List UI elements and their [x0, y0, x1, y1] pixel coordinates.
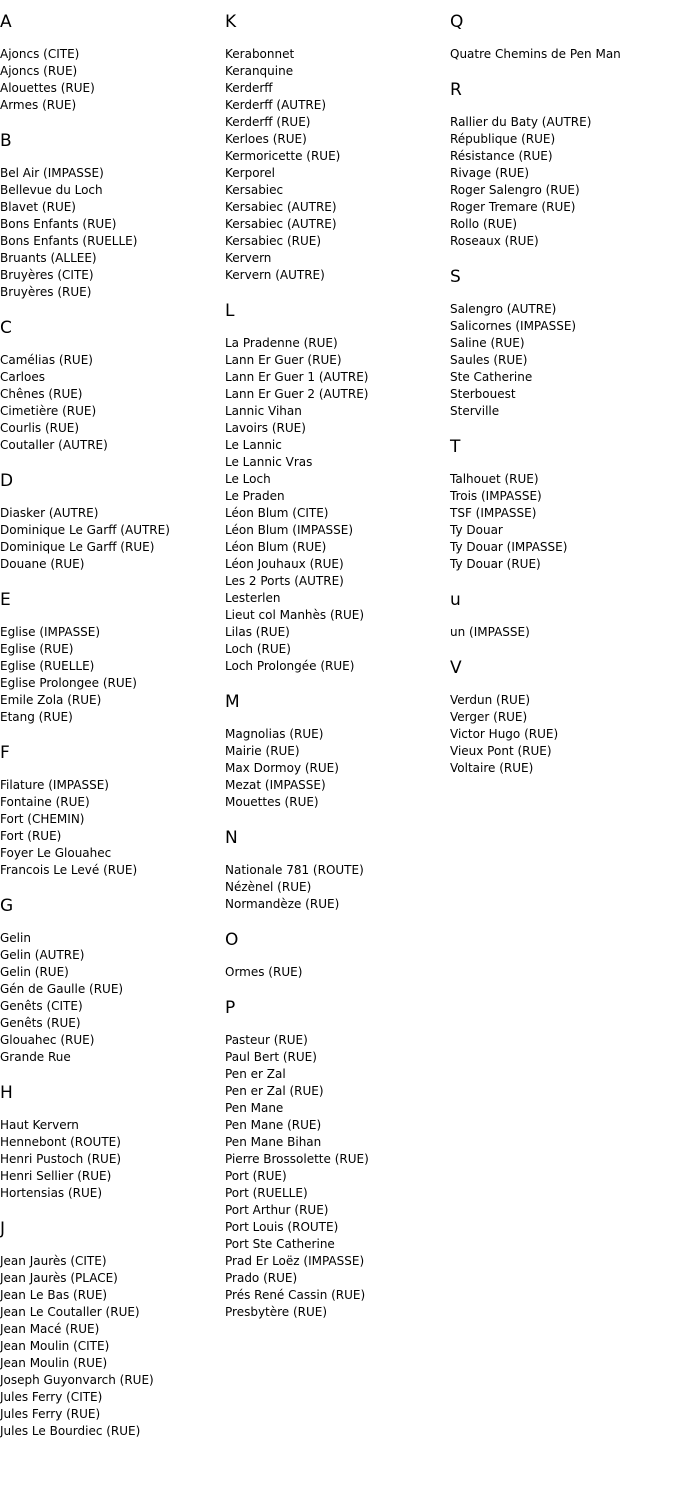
street-link[interactable]: Dominique Le Garff (AUTRE): [0, 523, 170, 537]
section-spacer: [450, 250, 670, 265]
street-link[interactable]: Victor Hugo (RUE): [450, 727, 559, 741]
street-link[interactable]: Port Ste Catherine: [225, 1237, 335, 1251]
street-link[interactable]: Genêts (RUE): [0, 1016, 81, 1030]
street-link[interactable]: Rollo (RUE): [450, 217, 518, 231]
street-link[interactable]: Haut Kervern: [0, 1118, 79, 1132]
street-link[interactable]: Kerporel: [225, 166, 275, 180]
street-list: [0, 1117, 220, 1202]
street-link[interactable]: Kervern: [225, 251, 272, 265]
section-spacer: [0, 454, 220, 469]
street-link[interactable]: Hortensias (RUE): [0, 1186, 103, 1200]
street-list: [0, 777, 220, 879]
street-link[interactable]: Jean Le Coutaller (RUE): [0, 1305, 140, 1319]
street-link[interactable]: Eglise (RUELLE): [0, 659, 95, 673]
street-link[interactable]: Filature (IMPASSE): [0, 778, 109, 792]
street-list: [225, 862, 445, 913]
street-link[interactable]: Carloes: [0, 370, 45, 384]
street-link[interactable]: Kerderff (RUE): [225, 115, 311, 129]
street-link[interactable]: Léon Blum (CITE): [225, 506, 329, 520]
street-link[interactable]: Salicornes (IMPASSE): [450, 319, 577, 333]
street-link[interactable]: La Pradenne (RUE): [225, 336, 338, 350]
section-letter-heading: N: [225, 828, 238, 848]
street-link[interactable]: Quatre Chemins de Pen Man: [450, 47, 621, 61]
street-link[interactable]: Cimetière (RUE): [0, 404, 97, 418]
street-list: [225, 1032, 445, 1321]
street-link[interactable]: Camélias (RUE): [0, 353, 93, 367]
street-link[interactable]: Salengro (AUTRE): [450, 302, 557, 316]
street-link[interactable]: Genêts (CITE): [0, 999, 83, 1013]
street-link[interactable]: Lann Er Guer (RUE): [225, 353, 342, 367]
section-spacer: [225, 811, 445, 826]
street-link[interactable]: Prad Er Loëz (IMPASSE): [225, 1254, 365, 1268]
street-link[interactable]: Saules (RUE): [450, 353, 528, 367]
street-link[interactable]: Chênes (RUE): [0, 387, 83, 401]
street-list: [450, 301, 670, 420]
street-link[interactable]: Lilas (RUE): [225, 625, 290, 639]
street-link[interactable]: Kerderff: [225, 81, 273, 95]
street-link[interactable]: Kersabiec (AUTRE): [225, 217, 337, 231]
street-link[interactable]: Nationale 781 (ROUTE): [225, 863, 364, 877]
letter-section: [0, 894, 220, 1081]
street-link[interactable]: Lann Er Guer 1 (AUTRE): [225, 370, 369, 384]
street-link[interactable]: Gelin: [0, 931, 31, 945]
street-link[interactable]: Léon Blum (IMPASSE): [225, 523, 354, 537]
street-list: [450, 471, 670, 573]
street-link[interactable]: Jean Jaurès (CITE): [0, 1254, 107, 1268]
street-link[interactable]: Mezat (IMPASSE): [225, 778, 326, 792]
street-link[interactable]: Roseaux (RUE): [450, 234, 539, 248]
street-link[interactable]: Bons Enfants (RUELLE): [0, 234, 138, 248]
section-letter-heading: K: [225, 12, 237, 32]
street-index-column-3: [450, 10, 670, 792]
section-letter-heading: F: [0, 743, 10, 763]
letter-section: [225, 10, 445, 299]
street-link[interactable]: Fort (RUE): [0, 829, 62, 843]
letter-section: [0, 1217, 220, 1455]
street-link[interactable]: Prado (RUE): [225, 1271, 298, 1285]
letter-section: [0, 316, 220, 469]
street-link[interactable]: Eglise Prolongee (RUE): [0, 676, 137, 690]
street-link[interactable]: Lannic Vihan: [225, 404, 302, 418]
street-link[interactable]: Pen er Zal: [225, 1067, 286, 1081]
section-letter-heading: L: [225, 301, 235, 321]
street-link[interactable]: Port Arthur (RUE): [225, 1203, 329, 1217]
section-letter-heading: u: [450, 590, 461, 610]
letter-section: [225, 996, 445, 1336]
street-link[interactable]: Kerloes (RUE): [225, 132, 307, 146]
street-link[interactable]: Loch (RUE): [225, 642, 291, 656]
letter-section: [0, 741, 220, 894]
street-link[interactable]: Jules Le Bourdiec (RUE): [0, 1424, 141, 1438]
street-link[interactable]: Ste Catherine: [450, 370, 533, 384]
street-link[interactable]: Lavoirs (RUE): [225, 421, 306, 435]
street-link[interactable]: Talhouet (RUE): [450, 472, 539, 486]
section-letter-heading: Q: [450, 12, 464, 32]
street-link[interactable]: Pen er Zal (RUE): [225, 1084, 324, 1098]
section-spacer: [450, 420, 670, 435]
street-link[interactable]: Paul Bert (RUE): [225, 1050, 317, 1064]
section-spacer: [225, 1321, 445, 1336]
street-link[interactable]: Les 2 Ports (AUTRE): [225, 574, 344, 588]
section-spacer: [0, 1440, 220, 1455]
street-link[interactable]: Dominique Le Garff (RUE): [0, 540, 155, 554]
street-link[interactable]: Loch Prolongée (RUE): [225, 659, 355, 673]
section-spacer: [450, 777, 670, 792]
letter-section: [0, 1081, 220, 1217]
section-letter-heading: G: [0, 896, 14, 916]
street-link[interactable]: Ajoncs (CITE): [0, 47, 80, 61]
street-link[interactable]: Fort (CHEMIN): [0, 812, 85, 826]
section-letter-heading: O: [225, 930, 239, 950]
street-link[interactable]: République (RUE): [450, 132, 556, 146]
street-link[interactable]: Mouettes (RUE): [225, 795, 319, 809]
street-link[interactable]: Joseph Guyonvarch (RUE): [0, 1373, 154, 1387]
street-link[interactable]: Diasker (AUTRE): [0, 506, 99, 520]
street-link[interactable]: Francois Le Levé (RUE): [0, 863, 138, 877]
letter-section: [225, 826, 445, 928]
section-spacer: [450, 63, 670, 78]
street-link[interactable]: Rivage (RUE): [450, 166, 530, 180]
section-spacer: [0, 879, 220, 894]
street-link[interactable]: Jean Macé (RUE): [0, 1322, 100, 1336]
letter-section: [450, 265, 670, 435]
street-link[interactable]: Roger Salengro (RUE): [450, 183, 580, 197]
street-list: [450, 114, 670, 250]
street-link[interactable]: Le Praden: [225, 489, 285, 503]
street-list: [450, 46, 670, 63]
street-link[interactable]: Bruants (ALLEE): [0, 251, 97, 265]
street-link[interactable]: Eglise (IMPASSE): [0, 625, 101, 639]
section-letter-heading: D: [0, 471, 14, 491]
street-link[interactable]: Ty Douar (RUE): [450, 557, 541, 571]
street-link[interactable]: Max Dormoy (RUE): [225, 761, 339, 775]
section-letter-heading: H: [0, 1083, 13, 1103]
street-link[interactable]: Verdun (RUE): [450, 693, 531, 707]
section-letter-heading: P: [225, 998, 236, 1018]
street-link[interactable]: Bellevue du Loch: [0, 183, 103, 197]
street-link[interactable]: Le Lannic Vras: [225, 455, 313, 469]
street-link[interactable]: Courlis (RUE): [0, 421, 80, 435]
street-list: [0, 505, 220, 573]
street-link[interactable]: TSF (IMPASSE): [450, 506, 537, 520]
street-link[interactable]: Magnolias (RUE): [225, 727, 324, 741]
section-spacer: [0, 726, 220, 741]
section-spacer: [0, 114, 220, 129]
letter-section: [450, 78, 670, 265]
street-link[interactable]: Coutaller (AUTRE): [0, 438, 108, 452]
street-index-column-1: [0, 10, 220, 1455]
street-link[interactable]: Kersabiec (RUE): [225, 234, 322, 248]
street-link[interactable]: Glouahec (RUE): [0, 1033, 95, 1047]
street-link[interactable]: Léon Blum (RUE): [225, 540, 327, 554]
street-link[interactable]: Kermoricette (RUE): [225, 149, 341, 163]
street-link[interactable]: Gén de Gaulle (RUE): [0, 982, 124, 996]
section-letter-heading: S: [450, 267, 461, 287]
letter-section: [0, 588, 220, 741]
section-spacer: [450, 641, 670, 656]
street-link[interactable]: Résistance (RUE): [450, 149, 553, 163]
street-link[interactable]: Normandèze (RUE): [225, 897, 340, 911]
street-list: [450, 624, 670, 641]
street-link[interactable]: Ajoncs (RUE): [0, 64, 78, 78]
street-link[interactable]: Prés René Cassin (RUE): [225, 1288, 366, 1302]
street-link[interactable]: Foyer Le Glouahec: [0, 846, 112, 860]
street-link[interactable]: Lann Er Guer 2 (AUTRE): [225, 387, 369, 401]
street-link[interactable]: Le Lannic: [225, 438, 282, 452]
letter-section: [225, 928, 445, 996]
street-link[interactable]: Kersabiec (AUTRE): [225, 200, 337, 214]
street-list: [0, 930, 220, 1066]
letter-section: [0, 10, 220, 129]
street-link[interactable]: Vieux Pont (RUE): [450, 744, 552, 758]
section-letter-heading: B: [0, 131, 12, 151]
street-link[interactable]: Kersabiec: [225, 183, 284, 197]
street-link[interactable]: Le Loch: [225, 472, 271, 486]
section-spacer: [225, 284, 445, 299]
section-spacer: [225, 981, 445, 996]
street-link[interactable]: Ormes (RUE): [225, 965, 303, 979]
section-letter-heading: A: [0, 12, 12, 32]
letter-section: [225, 690, 445, 826]
section-letter-heading: C: [0, 318, 12, 338]
street-link[interactable]: Jean Moulin (RUE): [0, 1356, 108, 1370]
street-link[interactable]: Bruyères (RUE): [0, 285, 92, 299]
street-link[interactable]: Pen Mane: [225, 1101, 284, 1115]
street-link[interactable]: Kerderff (AUTRE): [225, 98, 326, 112]
street-link[interactable]: Gelin (AUTRE): [0, 948, 85, 962]
street-link[interactable]: Lieut col Manhès (RUE): [225, 608, 365, 622]
street-link[interactable]: Port (RUELLE): [225, 1186, 308, 1200]
street-list: [450, 692, 670, 777]
street-list: [0, 352, 220, 454]
street-link[interactable]: Trois (IMPASSE): [450, 489, 542, 503]
letter-section: [0, 129, 220, 316]
section-letter-heading: T: [450, 437, 461, 457]
street-link[interactable]: un (IMPASSE): [450, 625, 530, 639]
street-link[interactable]: Nézènel (RUE): [225, 880, 312, 894]
street-list: [0, 1253, 220, 1440]
street-list: [0, 624, 220, 726]
street-link[interactable]: Pierre Brossolette (RUE): [225, 1152, 369, 1166]
street-link[interactable]: Henri Sellier (RUE): [0, 1169, 112, 1183]
letter-section: [450, 656, 670, 792]
street-list: [225, 46, 445, 284]
street-list: [0, 46, 220, 114]
street-link[interactable]: Presbytère (RUE): [225, 1305, 328, 1319]
section-letter-heading: V: [450, 658, 462, 678]
street-list: [0, 165, 220, 301]
street-link[interactable]: Pasteur (RUE): [225, 1033, 308, 1047]
street-link[interactable]: Léon Jouhaux (RUE): [225, 557, 344, 571]
street-link[interactable]: Eglise (RUE): [0, 642, 74, 656]
letter-section: [450, 435, 670, 588]
section-spacer: [0, 1202, 220, 1217]
letter-section: [450, 10, 670, 78]
street-link[interactable]: Fontaine (RUE): [0, 795, 90, 809]
street-link[interactable]: Kerabonnet: [225, 47, 295, 61]
street-link[interactable]: Bons Enfants (RUE): [0, 217, 117, 231]
section-spacer: [0, 573, 220, 588]
street-link[interactable]: Alouettes (RUE): [0, 81, 95, 95]
letter-section: [0, 469, 220, 588]
street-link[interactable]: Jules Ferry (CITE): [0, 1390, 103, 1404]
section-spacer: [0, 1066, 220, 1081]
street-list: [225, 726, 445, 811]
section-letter-heading: M: [225, 692, 240, 712]
section-spacer: [0, 301, 220, 316]
street-link[interactable]: Lesterlen: [225, 591, 281, 605]
street-link[interactable]: Ty Douar: [450, 523, 503, 537]
street-list: [225, 335, 445, 675]
street-link[interactable]: Douane (RUE): [0, 557, 85, 571]
street-link[interactable]: Hennebont (ROUTE): [0, 1135, 121, 1149]
street-link[interactable]: Sterbouest: [450, 387, 516, 401]
street-link[interactable]: Saline (RUE): [450, 336, 525, 350]
section-letter-heading: R: [450, 80, 462, 100]
street-index-column-2: [225, 10, 445, 1336]
section-spacer: [225, 675, 445, 690]
street-link[interactable]: Rallier du Baty (AUTRE): [450, 115, 592, 129]
section-letter-heading: J: [0, 1219, 6, 1239]
street-link[interactable]: Kervern (AUTRE): [225, 268, 325, 282]
street-link[interactable]: Henri Pustoch (RUE): [0, 1152, 122, 1166]
street-link[interactable]: Ty Douar (IMPASSE): [450, 540, 568, 554]
street-link[interactable]: Blavet (RUE): [0, 200, 76, 214]
street-link[interactable]: Bel Air (IMPASSE): [0, 166, 104, 180]
street-link[interactable]: Port Louis (ROUTE): [225, 1220, 339, 1234]
street-link[interactable]: Pen Mane (RUE): [225, 1118, 322, 1132]
street-link[interactable]: Jean Moulin (CITE): [0, 1339, 110, 1353]
street-link[interactable]: Roger Tremare (RUE): [450, 200, 576, 214]
street-link[interactable]: Jules Ferry (RUE): [0, 1407, 101, 1421]
letter-section: [450, 588, 670, 656]
street-link[interactable]: Port (RUE): [225, 1169, 287, 1183]
street-link[interactable]: Etang (RUE): [0, 710, 73, 724]
section-letter-heading: E: [0, 590, 11, 610]
street-link[interactable]: Bruyères (CITE): [0, 268, 94, 282]
section-spacer: [450, 573, 670, 588]
street-link[interactable]: Pen Mane Bihan: [225, 1135, 322, 1149]
street-link[interactable]: Jean Le Bas (RUE): [0, 1288, 108, 1302]
letter-section: [225, 299, 445, 690]
street-list: [225, 964, 445, 981]
street-link[interactable]: Sterville: [450, 404, 500, 418]
street-link[interactable]: Armes (RUE): [0, 98, 77, 112]
street-link[interactable]: Voltaire (RUE): [450, 761, 534, 775]
street-link[interactable]: Jean Jaurès (PLACE): [0, 1271, 118, 1285]
street-link[interactable]: Gelin (RUE): [0, 965, 69, 979]
street-link[interactable]: Mairie (RUE): [225, 744, 300, 758]
street-link[interactable]: Verger (RUE): [450, 710, 528, 724]
street-link[interactable]: Keranquine: [225, 64, 294, 78]
section-spacer: [225, 913, 445, 928]
street-link[interactable]: Emile Zola (RUE): [0, 693, 102, 707]
street-link[interactable]: Grande Rue: [0, 1050, 71, 1064]
